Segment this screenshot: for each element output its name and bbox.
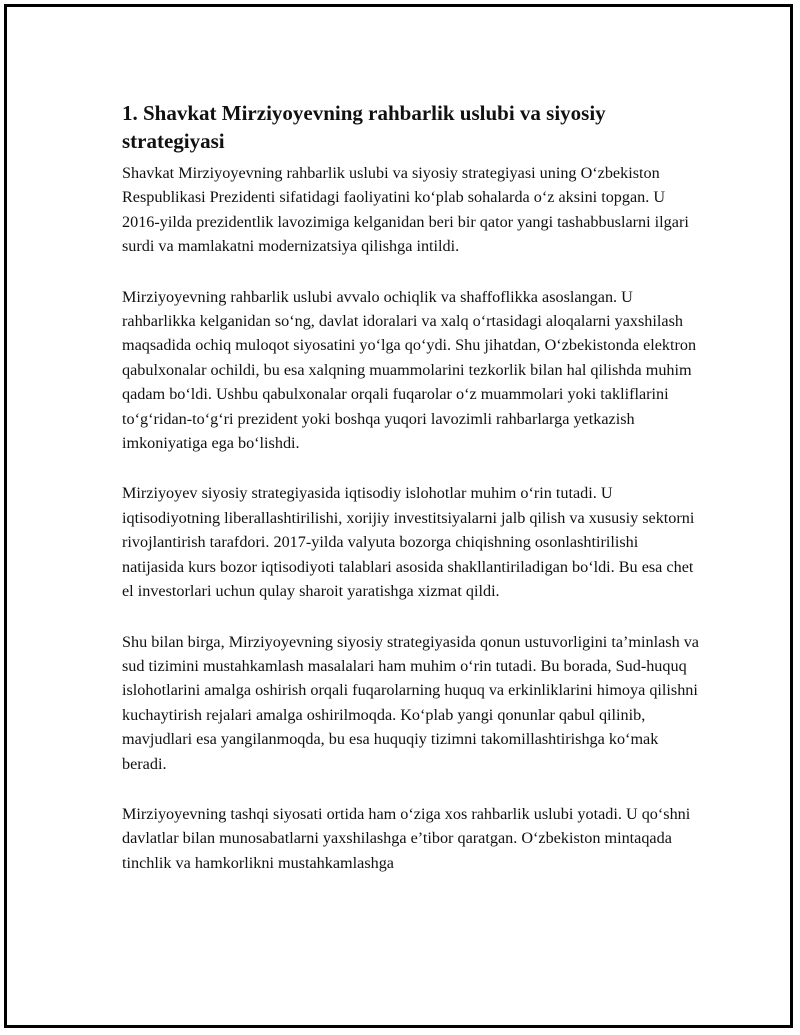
paragraph-leadership-style: Mirziyoyevning rahbarlik uslubi avvalo ochiqlik va shaffoflikka asoslangan. U rahbarlikka kelganidan so‘ng, davlat idoralari va xalq o‘rtasidagi aloqalarni yaxshilash maqsadida ochiq muloqot siyosatini yo‘lga qo‘ydi. Shu jihatdan, O‘zbekistonda elektron qabulxonalar ochildi, bu esa xalqning muammolarini tezkorlik bilan hal qilishda muhim qadam bo‘ldi. Ushbu qabulxonalar orqali fuqarolar o‘z muammolari yoki takliflarini to‘g‘ridan-to‘g‘ri prezident yoki boshqa yuqori lavozimli rahbarlarga yetkazish imkoniyatiga ega bo‘lishdi. bbox=[122, 287, 697, 453]
paragraph-intro: Shavkat Mirziyoyevning rahbarlik uslubi va siyosiy strategiyasi uning O‘zbekiston Respublikasi Prezidenti sifatidagi faoliyatini ko‘plab sohalarda o‘z aksini topgan. U 2016-yilda prezidentlik lavozimiga kelganidan beri bir qator yangi tashabbuslarni ilgari surdi va mamlakatni modernizatsiya qilishga intildi. bbox=[122, 164, 689, 256]
paragraph-economic-reforms: Mirziyoyev siyosiy strategiyasida iqtisodiy islohotlar muhim o‘rin tutadi. U iqtisodiyotning liberallashtirilishi, xorijiy investitsiyalarni jalb qilish va xususiy sektorni rivojlantirish tarafdori. 2017-yilda valyuta bozorga chiqishning osonlashtirilishi natijasida kurs bozor iqtisodiyoti talablari asosida shakllantiriladigan bo‘ldi. Bu esa chet el investorlari uchun qulay sharoit yaratishga xizmat qildi. bbox=[122, 484, 695, 601]
document-body bbox=[122, 99, 702, 901]
paragraph-foreign-policy: Mirziyoyevning tashqi siyosati ortida ham o‘ziga xos rahbarlik uslubi yotadi. U qo‘shni davlatlar bilan munosabatlarni yaxshilashga e’tibor qaratgan. O‘zbekiston mintaqada tinchlik va hamkorlikni mustahkamlashga bbox=[122, 804, 691, 872]
page-frame bbox=[4, 4, 793, 1028]
section-heading: 1. Shavkat Mirziyoyevning rahbarlik uslubi va siyosiy strategiyasi bbox=[122, 101, 606, 153]
paragraph-rule-of-law: Shu bilan birga, Mirziyoyevning siyosiy strategiyasida qonun ustuvorligini ta’minlash va sud tizimini mustahkamlash masalalari ham muhim o‘rin tutadi. Bu borada, Sud-huquq islohotlarini amalga oshirish orqali fuqarolarning huquq va erkinliklarini himoya qilishni kuchaytirish rejalari amalga oshirilmoqda. Ko‘plab yangi qonunlar qabul qilinib, mavjudlari esa yangilanmoqda, bu esa huquqiy tizimni takomillashtirishga ko‘mak beradi. bbox=[122, 632, 699, 773]
